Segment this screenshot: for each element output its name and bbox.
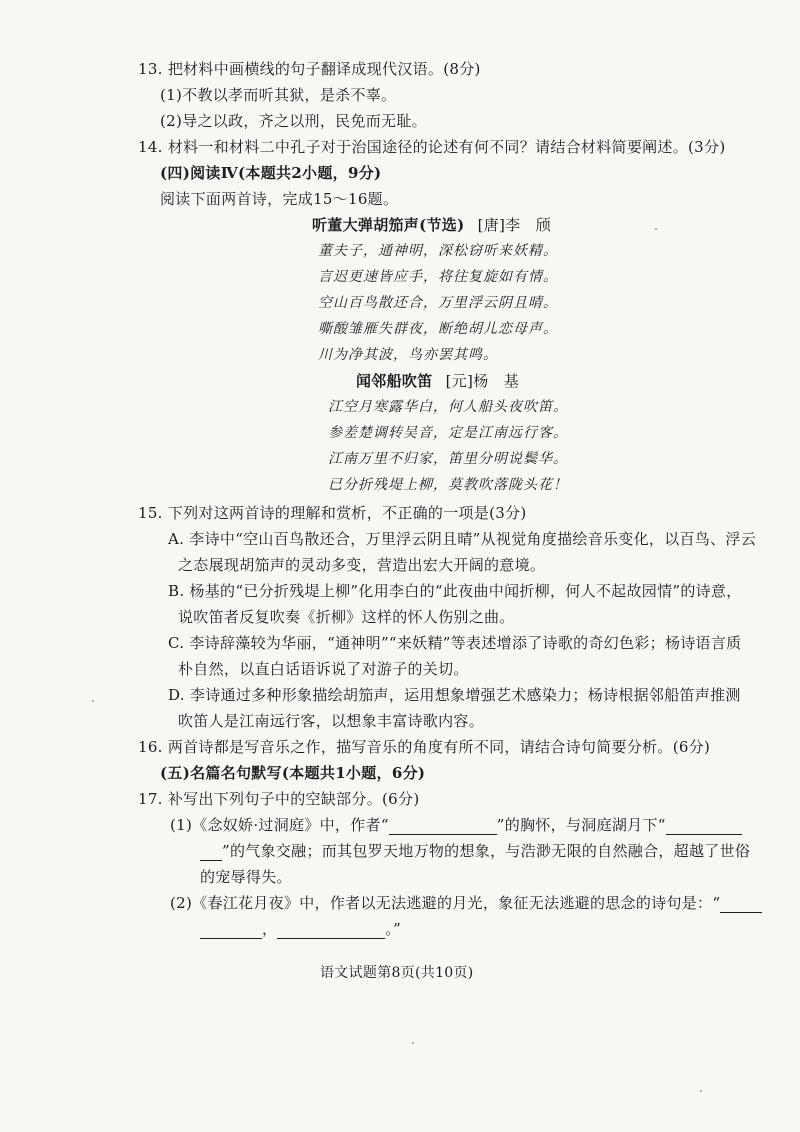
poem-1-line: 董夫子，通神明，深松窃听来妖精。 <box>318 243 558 259</box>
scan-speck <box>412 1042 414 1044</box>
q17-item-2 <box>170 892 762 913</box>
poem-2-author: [元]杨 基 <box>445 372 520 390</box>
q17-1-prefix: (1)《念奴娇·过洞庭》中，作者“ <box>170 816 389 834</box>
q15-option-a: A. 李诗中“空山百鸟散还合，万里浮云阴且晴”从视觉角度描绘音乐变化，以百鸟、浮云 <box>168 530 757 548</box>
q17-1-blank-1[interactable] <box>389 820 497 835</box>
section-4-title: (四)阅读Ⅳ(本题共2小题，9分) <box>160 164 382 182</box>
poem-1-line: 嘶酸雏雁失群夜，断绝胡儿恋母声。 <box>318 321 558 337</box>
q17-2-comma: ， <box>262 920 278 938</box>
q15-option-d-cont: 吹笛人是江南远行客，以想象丰富诗歌内容。 <box>178 712 485 730</box>
q14-stem: 14. 材料一和材料二中孔子对于治国途径的论述有何不同？请结合材料简要阐述。(3分) <box>138 138 726 156</box>
q17-item-1-cont <box>200 840 750 861</box>
q15-option-a-cont: 之态展现胡笳声的灵动多变，营造出宏大开阔的意境。 <box>178 556 546 574</box>
poem-1-author: [唐]李 颀 <box>477 216 552 234</box>
poem-1-line: 空山百鸟散还合，万里浮云阴且晴。 <box>318 295 558 311</box>
poem-2-line: 已分折残堤上柳，莫教吹落陇头花！ <box>328 477 568 493</box>
poem-1-title: 听董大弹胡笳声(节选) <box>312 216 465 234</box>
q16-stem: 16. 两首诗都是写音乐之作，描写音乐的角度有所不同，请结合诗句简要分析。(6分) <box>138 738 711 756</box>
scan-speck <box>655 228 657 230</box>
q17-1-rest: ”的气象交融；而其包罗天地万物的想象，与浩渺无限的自然融合，超越了世俗 <box>222 842 751 860</box>
poem-1-line: 言迟更速皆应手，将往复旋如有情。 <box>318 269 558 285</box>
q13-sentence-2: (2)导之以政，齐之以刑，民免而无耻。 <box>160 112 427 130</box>
poem-1-heading <box>312 214 551 235</box>
scan-speck <box>92 700 94 702</box>
q15-option-c: C. 李诗辞藻较为华丽，“通神明”“来妖精”等表述增添了诗歌的奇幻色彩；杨诗语言质 <box>168 634 742 652</box>
q17-item-2-cont <box>200 918 401 939</box>
scan-speck <box>700 1090 702 1092</box>
q17-1-blank-2[interactable] <box>666 820 742 835</box>
poem-2-heading <box>356 370 519 391</box>
q15-option-d: D. 李诗通过多种形象描绘胡笳声，运用想象增强艺术感染力；杨诗根据邻船笛声推测 <box>168 686 741 704</box>
q17-1-blank-2-cont[interactable] <box>200 846 222 861</box>
q15-option-b: B. 杨基的“已分折残堤上柳”化用李白的“此夜曲中闻折柳，何人不起故园情”的诗意， <box>168 582 742 600</box>
q17-item-1 <box>170 814 742 835</box>
section-5-title: (五)名篇名句默写(本题共1小题，6分) <box>160 764 426 782</box>
poem-2-line: 江空月寒露华白，何人船头夜吹笛。 <box>328 399 568 415</box>
section-4-instruction: 阅读下面两首诗，完成15～16题。 <box>160 190 399 208</box>
q13-sentence-1: (1)不教以孝而听其狱，是杀不辜。 <box>160 86 397 104</box>
q15-stem: 15. 下列对这两首诗的理解和赏析，不正确的一项是(3分) <box>138 504 527 522</box>
q17-2-blank-1[interactable] <box>720 898 762 913</box>
q17-1-end: 的宠辱得失。 <box>200 868 292 886</box>
poem-1-line: 川为净其波，鸟亦罢其鸣。 <box>318 347 498 363</box>
poem-2-line: 江南万里不归家，笛里分明说鬓华。 <box>328 451 568 467</box>
page-footer: 语文试题第8页(共10页) <box>320 965 474 981</box>
q17-stem: 17. 补写出下列句子中的空缺部分。(6分) <box>138 790 420 808</box>
q17-2-end: 。” <box>385 920 402 938</box>
q17-2-blank-1-cont[interactable] <box>200 924 262 939</box>
q17-2-blank-2[interactable] <box>277 924 385 939</box>
q15-option-b-cont: 说吹笛者反复吹奏《折柳》这样的怀人伤别之曲。 <box>178 608 515 626</box>
q17-1-middle: ”的胸怀，与洞庭湖月下“ <box>496 816 666 834</box>
poem-2-line: 参差楚调转吴音，定是江南远行客。 <box>328 425 568 441</box>
q13-stem: 13. 把材料中画横线的句子翻译成现代汉语。(8分) <box>138 60 481 78</box>
q17-2-prefix: (2)《春江花月夜》中，作者以无法逃避的月光，象征无法逃避的思念的诗句是：“ <box>170 894 721 912</box>
poem-2-title: 闻邻船吹笛 <box>356 372 433 390</box>
q15-option-c-cont: 朴自然，以直白话语诉说了对游子的关切。 <box>178 660 469 678</box>
